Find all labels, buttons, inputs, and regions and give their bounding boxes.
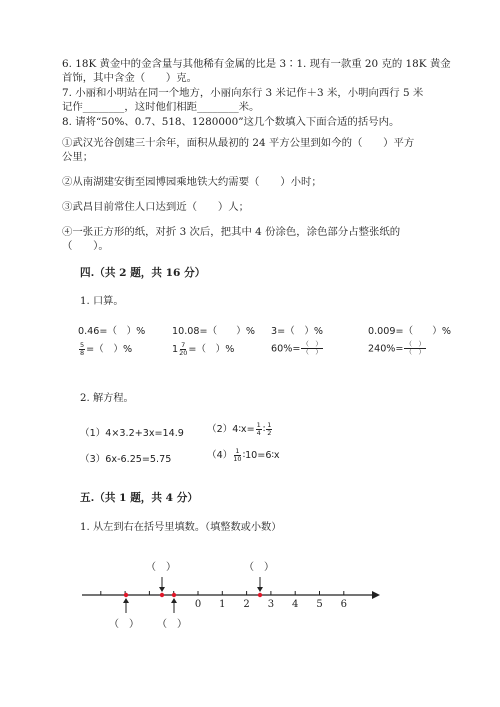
q8-item2: ②从南湖建安街至园博园乘地铁大约需要（ ）小时； (62, 176, 322, 188)
tick-label: 1 (219, 599, 226, 610)
oral-item-1: 0.46=（ ）% (78, 326, 146, 337)
tick-label: 3 (267, 599, 275, 610)
fraction-blank: $\frac{( )}{( )}$ (405, 340, 425, 356)
red-marker (124, 593, 128, 597)
tick-label: 5 (316, 599, 323, 610)
blank-top-2: （ ） (244, 562, 274, 573)
equation-3: （3）6x-6.25=5.75 (80, 454, 172, 465)
q8-line1: 8. 请将“50%、0.7、518、1280000”这几个数填入下面合适的括号内。 (62, 116, 400, 128)
tick-label: 0 (194, 599, 202, 610)
arrow-down-2-head (257, 587, 263, 592)
fraction: $\frac{5}{8}$ (80, 340, 85, 357)
fraction: $\frac{7}{20}$ (179, 340, 188, 357)
section4-heading: 四.（共 2 题，共 16 分） (80, 267, 206, 279)
number-line-arrowhead (372, 591, 380, 599)
blank-top-1: （ ） (146, 562, 176, 573)
equation-4: （4） $\frac{1}{10}$ ∶10=6∶x (207, 446, 280, 463)
oral-item-4: 0.009=（ ）% (368, 326, 451, 337)
q7-line1: 7. 小丽和小明站在同一个地方，小丽向东行 3 米记作＋3 米，小明向西行 5 米 (62, 87, 424, 99)
q8-item4-line2: （ ）。 (62, 240, 109, 252)
section5-heading: 五.（共 1 题，共 4 分） (80, 492, 198, 504)
tick-label: 4 (292, 599, 299, 610)
tick-label: 6 (340, 599, 347, 610)
oral-item-7: 60%= $\frac{( )}{( )}$ (271, 340, 322, 356)
q8-item4-line1: ④一张正方形的纸，对折 3 次后，把其中 4 份涂色，涂色部分占整张纸的 (62, 226, 401, 238)
fraction: $\frac{1}{2}$ (267, 420, 272, 437)
number-line (0, 555, 500, 655)
q6-line2: 首饰，其中含金（ ）克。 (62, 72, 198, 84)
oral-item-2: 10.08=（ ）% (172, 326, 255, 337)
tick-label: 2 (243, 599, 250, 610)
fraction-blank: $\frac{( )}{( )}$ (302, 340, 322, 356)
q8-item1-line1: ①武汉光谷创建三十余年，面积从最初的 24 平方公里到如今的（ ）平方 (62, 137, 415, 149)
q6-line1: 6. 18K 黄金中的金含量与其他稀有金属的比是 3∶1. 现有一款重 20 克的 18K 黄金 (62, 58, 451, 70)
q8-item1-line2: 公里； (62, 151, 94, 163)
arrow-up-1-head (123, 598, 129, 603)
fraction: $\frac{1}{10}$ (233, 446, 242, 463)
oral-item-3: 3=（ ）% (271, 326, 324, 337)
oral-item-8: 240%= $\frac{( )}{( )}$ (368, 340, 425, 356)
numberline-title: 1. 从左到右在括号里填数。（填整数或小数） (80, 522, 282, 533)
oral-calc-title: 1. 口算。 (80, 296, 124, 307)
equation-2: （2）4∶x= $\frac{1}{4}$ ∶ $\frac{1}{2}$ (207, 420, 272, 437)
q8-item3: ③武昌目前常住人口达到近（ ）人； (62, 201, 250, 213)
red-marker (172, 593, 176, 597)
blank-bottom-2: （ ） (157, 619, 187, 630)
fraction: $\frac{1}{4}$ (256, 420, 261, 437)
red-marker (160, 593, 164, 597)
tick-label-group (195, 599, 347, 610)
oral-item-6: 1 $\frac{7}{20}$ =（ ）% (172, 340, 235, 357)
equation-1: （1）4×3.2+3x=14.9 (80, 428, 184, 439)
oral-item-5: $\frac{5}{8}$ =（ ）% (80, 340, 133, 357)
arrow-up-2-head (171, 598, 177, 603)
red-marker (258, 593, 262, 597)
equations-title: 2. 解方程。 (80, 393, 134, 404)
q7-line2: 记作________，这时他们相距________米。 (62, 101, 260, 113)
arrow-down-1-head (159, 587, 165, 592)
blank-bottom-1: （ ） (109, 619, 139, 630)
